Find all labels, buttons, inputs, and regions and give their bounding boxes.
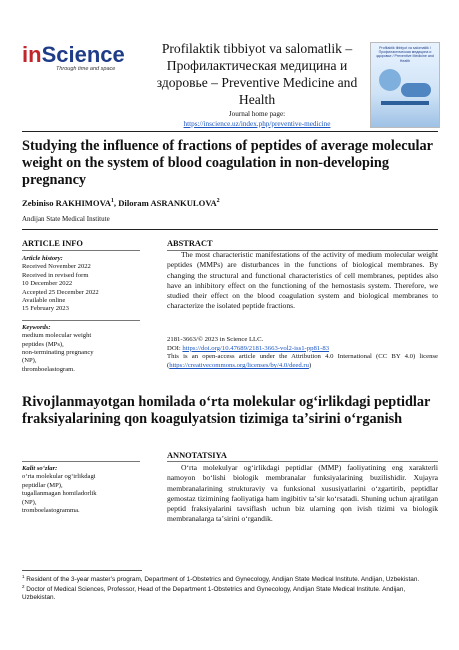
cover-graphic-shape (401, 83, 431, 97)
logo-tagline: Through time and space (56, 66, 116, 72)
authors-divider (22, 229, 438, 230)
uzbek-title: Rivojlanmayotgan homilada oʻrta molekular ogʻirlikdagi peptidlar fraksiyalarining qon koagulyatsion tizimiga taʼsirini oʻrganish (22, 394, 431, 427)
history-line: Available online (22, 297, 66, 305)
author-1-note: 1 (110, 198, 114, 205)
logo-science: Science (41, 42, 125, 67)
kalit-line: tugallanmagan homiladorlik (22, 490, 97, 498)
history-line: Accepted 25 December 2022 (22, 288, 99, 296)
cover-text: Profilaktik tibbiyot va salomatlik / Профилактическая медицина и здоровье / Preventive Medicine and Health (376, 46, 434, 63)
article-title: Studying the influence of fractions of peptides of average molecular weight on the system of blood coagulation in non-developing pregnancy (22, 138, 433, 188)
abstract-text (167, 250, 438, 312)
history-line: 10 December 2022 (22, 280, 73, 288)
license-link[interactable]: https://creativecommons.org/licenses/by/4.0/deed.ru (169, 362, 309, 370)
footnote-2 (22, 583, 440, 603)
article-info-rule (22, 250, 140, 251)
keywords-rule (22, 320, 140, 321)
journal-home-label: Journal home page: (228, 110, 286, 118)
doi-link[interactable]: https://doi.org/10.47689/2181-3663-vol2-iss1-pp81-83 (182, 344, 330, 352)
history-label: Article history: (22, 255, 63, 262)
article-info-box (22, 252, 140, 374)
annotatsiya-text (167, 463, 438, 525)
annotatsiya-rule (167, 461, 438, 462)
author-separator: , (113, 198, 119, 208)
author-2-note: 2 (216, 198, 220, 205)
doi-label: DOI: (167, 344, 183, 352)
keyword-line: non-terminating pregnancy (22, 349, 94, 357)
journal-url-link[interactable]: https://inscience.uz/index.php/preventive-medicine (183, 120, 331, 128)
license-text: This is an open-access article under the Attribution 4.0 International (CC BY 4.0) license ( (167, 353, 438, 370)
kalit-line: tromboelastogramma. (22, 507, 80, 515)
logo-in: in (22, 42, 42, 67)
header-divider (22, 131, 438, 132)
inscience-logo (22, 42, 132, 92)
author-1: Zebiniso RAKHIMOVA (22, 198, 111, 208)
journal-cover-image (370, 42, 440, 128)
cover-graphic-bar (381, 101, 429, 105)
annotatsiya-body: Oʻrta molekulyar ogʻirlikdagi peptidlar (MMP) faoliyatining eng xarakterli namoyon boʻlishi biologik membranalar funksiyalarining buzilishidir. Xujayra membranalarining strukturaviy va funksional xususiyatlarini oʻzgartirib, peptidlar gemostaz tizimining faoliyatiga ham ingibitiv taʼsir koʻrsatadi. Shuning uchun ajratilgan peptid fraksiyalarini tavsiflash uchun biz ularning qon ivish tizimi va biologik membranalarga taʼsirini oʻrgandik. (167, 463, 438, 524)
issn-line: 2181-3663/© 2023 in Science LLC. (167, 336, 264, 343)
cover-graphic-circle (379, 69, 401, 91)
kalit-label: Kalit soʻzlar: (22, 465, 58, 472)
affiliation: Andijan State Medical Institute (22, 215, 110, 223)
footnote-1 (22, 573, 440, 585)
footnote-rule (22, 570, 142, 571)
keyword-line: (NP), (22, 357, 37, 365)
footnotes (22, 573, 440, 604)
history-line: Received November 2022 (22, 263, 91, 271)
annotatsiya-heading: ANNOTATSIYA (167, 451, 227, 460)
abstract-heading: ABSTRACT (167, 239, 213, 248)
kalit-rule (22, 461, 140, 462)
keyword-line: peptides (MPs), (22, 340, 64, 348)
footnote-2-text: Doctor of Medical Sciences, Professor, Head of the Department 1-Obstetrics and Gynecology, Andijan State Medical Institute. Andijan, Uzbekistan. (22, 585, 406, 602)
keyword-line: medium molecular weight (22, 332, 92, 340)
history-line: 15 February 2023 (22, 305, 69, 313)
journal-title: Profilaktik tibbiyot va salomatlik – Профилактическая медицина и здоровье – Preventive Medicine and Health (156, 41, 358, 107)
keywords-label: Keywords: (22, 323, 51, 331)
uzbek-keywords-box (22, 465, 140, 515)
history-line: Received in revised form (22, 271, 89, 279)
kalit-line: oʻrta molekular ogʻirlikdagi (22, 473, 96, 481)
abstract-body: The most characteristic manifestations of the activity of medium molecular weight peptides (MMPs) are disturbances in the functions of biological membranes. By changing the structural and functional characteristics of cell membranes, peptides also have an inhibitory effect on the functioning of the hemostasis system. Therefore, we studied their effect on the blood coagulation system and biological membranes to characterize the isolated peptide fractions. (167, 250, 438, 311)
footnote-1-mark: 1 (22, 573, 25, 579)
footnote-1-text: Resident of the 3-year master’s program, Department of 1-Obstetrics and Gynecology, Andijan State Medical Institute. Andijan, Uzbekistan. (24, 576, 420, 583)
kalit-line: (NP), (22, 498, 37, 506)
article-info-heading: ARTICLE INFO (22, 239, 83, 248)
author-line (22, 198, 220, 208)
footnote-2-mark: 2 (22, 583, 25, 589)
license-close: ) (308, 362, 312, 370)
kalit-line: peptidlar (MP), (22, 481, 63, 489)
author-2: Diloram ASRANKULOVA (118, 198, 217, 208)
keyword-line: thromboelastogram. (22, 365, 75, 373)
abstract-meta (167, 336, 438, 371)
